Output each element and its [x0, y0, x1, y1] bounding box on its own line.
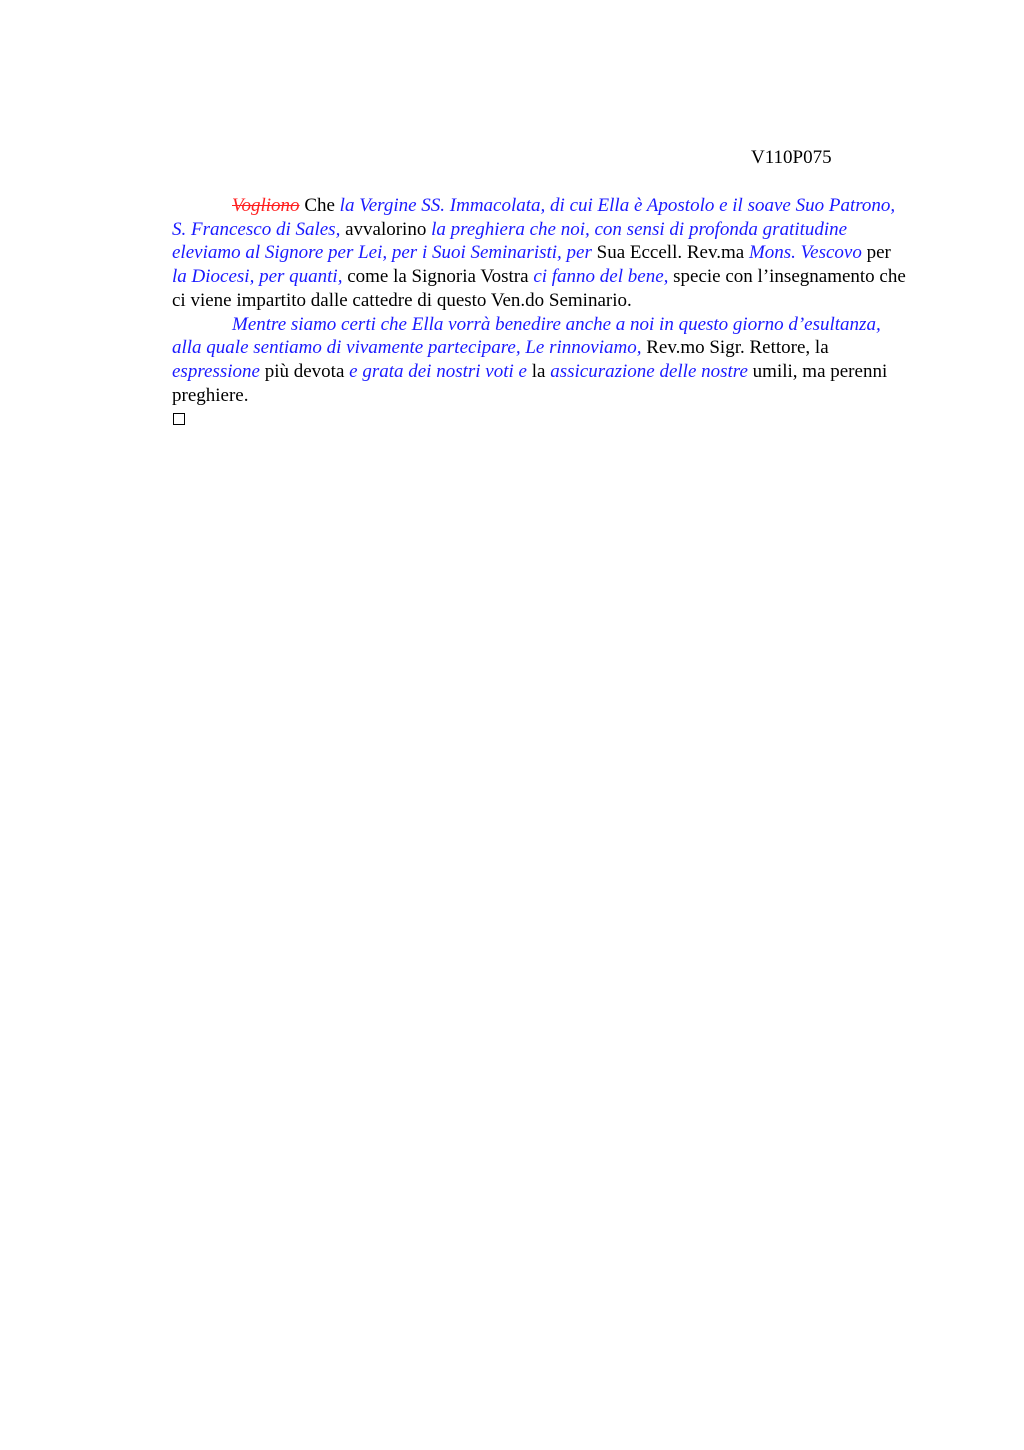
paragraph-2: [172, 313, 906, 408]
editorial-segment: e grata dei nostri voti e: [349, 360, 527, 382]
editorial-segment: la Diocesi, per quanti,: [172, 266, 343, 288]
editorial-segment: espressione: [172, 360, 260, 382]
text-segment: Sua Eccell. Rev.ma: [591, 242, 749, 264]
editorial-segment: la Vergine SS. Immacolata, di cui Ella è Apostolo e il soave Suo Patrono, S. Francesco di Sales,: [172, 195, 896, 240]
text-segment: come la Signoria Vostra: [342, 266, 534, 288]
editorial-segment: Mons. Vescovo: [748, 242, 862, 264]
text-segment: Rev.mo Sigr. Rettore, la: [641, 337, 829, 359]
editorial-segment: ci fanno del bene,: [533, 266, 669, 288]
editorial-segment: la preghiera che noi, con sensi di profonda gratitudine eleviamo al Signore per Lei, per i Suoi Seminaristi, per: [172, 218, 848, 264]
paragraph-1: [172, 194, 906, 313]
square-outline-icon: [173, 413, 185, 425]
letter-body: [172, 194, 906, 432]
page-code: V110P075: [751, 147, 832, 168]
editorial-segment: assicurazione delle nostre: [550, 360, 748, 382]
text-segment: specie con l’insegnamento che ci viene impartito dalle cattedre di questo Ven.do Seminario.: [172, 266, 906, 311]
text-segment: la: [526, 360, 551, 382]
text-segment: avvalorino: [340, 218, 432, 240]
editorial-segment: Mentre siamo certi che Ella vorrà benedire anche a noi in questo giorno d’esultanza, alla quale sentiamo di vivamente partecipare, Le rinnoviamo,: [172, 313, 881, 359]
text-segment: umili, ma perenni preghiere.: [172, 360, 888, 406]
text-segment: per: [861, 242, 891, 264]
text-segment: più devota: [259, 360, 350, 382]
text-segment: Che: [299, 195, 340, 216]
deleted-word: Vogliono: [232, 195, 300, 216]
